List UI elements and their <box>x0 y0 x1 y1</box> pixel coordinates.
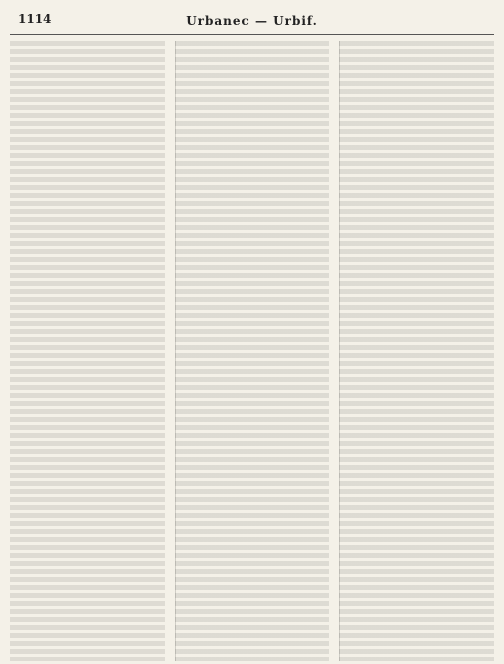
page-number: 1114 <box>18 12 52 26</box>
page-header <box>10 12 494 30</box>
directory-column-right <box>339 41 494 661</box>
running-title: Urbanec — Urbif. <box>186 14 318 28</box>
header-rule <box>10 34 494 35</box>
directory-columns <box>10 41 494 661</box>
directory-column-middle <box>175 41 330 661</box>
directory-column-left <box>10 41 165 661</box>
